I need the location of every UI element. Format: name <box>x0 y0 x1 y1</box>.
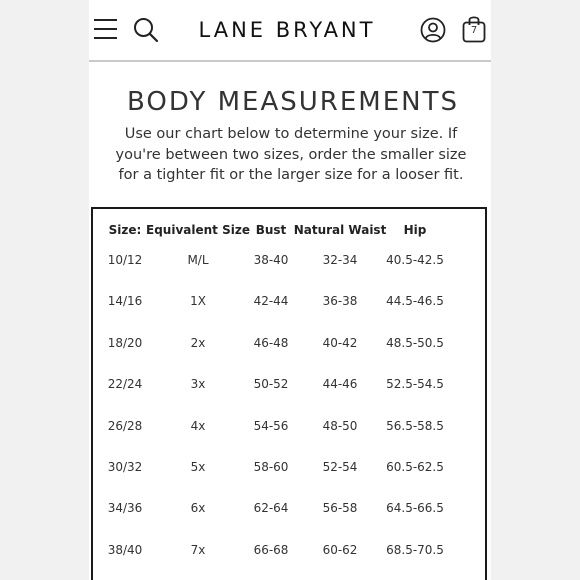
table-cell-natural-waist: 44-46 <box>322 377 358 392</box>
table-cell-natural-waist: 48-50 <box>322 418 358 433</box>
intro-text: Use our chart below to determine your size. If you're between two sizes, order the smaller size for a tighter fit or the larger size for a looser fit. <box>115 126 467 184</box>
account-icon[interactable] <box>420 17 446 43</box>
logo[interactable]: LANE BRYANT <box>198 18 376 42</box>
table-cell-natural-waist: 32-34 <box>322 253 358 267</box>
page <box>89 0 491 580</box>
table-cell-size: 14/16 <box>107 294 143 309</box>
table-cell-size: 38/40 <box>107 542 143 557</box>
table-cell-bust: 38-40 <box>253 253 289 267</box>
table-cell-size: 34/36 <box>107 501 143 516</box>
table-cell-hip: 64.5-66.5 <box>386 501 444 516</box>
size-chart-table <box>91 207 487 580</box>
header-divider <box>89 60 491 62</box>
table-cell-bust: 58-60 <box>253 460 289 474</box>
table-cell-natural-waist: 56-58 <box>322 501 358 516</box>
table-cell-equivalent-size: 1X <box>190 294 206 309</box>
table-cell-equivalent-size: 3x <box>190 377 206 392</box>
column-header-bust: Bust <box>255 223 287 237</box>
table-cell-bust: 66-68 <box>253 542 289 557</box>
bag-count-badge: 7 <box>470 25 478 36</box>
table-cell-size: 22/24 <box>107 377 143 392</box>
table-cell-equivalent-size: M/L <box>187 253 209 267</box>
search-icon[interactable] <box>133 17 159 43</box>
table-cell-size: 26/28 <box>107 418 143 433</box>
table-cell-hip: 40.5-42.5 <box>386 253 444 267</box>
table-cell-size: 10/12 <box>107 253 143 267</box>
table-cell-bust: 42-44 <box>253 294 289 309</box>
table-cell-equivalent-size: 7x <box>190 542 206 557</box>
column-header-natural-waist: Natural Waist <box>293 223 387 237</box>
table-cell-equivalent-size: 6x <box>190 501 206 516</box>
table-cell-size: 30/32 <box>107 460 143 474</box>
column-header-size: Size: <box>108 223 142 237</box>
column-header-hip: Hip <box>403 223 427 237</box>
table-cell-natural-waist: 40-42 <box>322 335 358 350</box>
column-header-equivalent-size: Equivalent Size <box>146 223 250 237</box>
table-cell-natural-waist: 52-54 <box>322 460 358 474</box>
table-cell-hip: 68.5-70.5 <box>386 542 444 557</box>
table-cell-hip: 56.5-58.5 <box>386 418 444 433</box>
table-cell-size: 18/20 <box>107 335 143 350</box>
table-cell-equivalent-size: 2x <box>190 335 206 350</box>
table-cell-hip: 60.5-62.5 <box>386 460 444 474</box>
menu-icon[interactable] <box>94 18 118 40</box>
table-cell-hip: 44.5-46.5 <box>386 294 444 309</box>
table-cell-natural-waist: 60-62 <box>322 542 358 557</box>
table-cell-bust: 50-52 <box>253 377 289 392</box>
table-cell-bust: 46-48 <box>253 335 289 350</box>
table-cell-equivalent-size: 4x <box>190 418 206 433</box>
table-cell-bust: 62-64 <box>253 501 289 516</box>
site-header <box>89 0 491 60</box>
table-cell-natural-waist: 36-38 <box>322 294 358 309</box>
table-cell-equivalent-size: 5x <box>190 460 206 474</box>
table-cell-hip: 52.5-54.5 <box>386 377 444 392</box>
page-title: BODY MEASUREMENTS <box>127 87 459 117</box>
table-cell-bust: 54-56 <box>253 418 289 433</box>
table-cell-hip: 48.5-50.5 <box>386 335 444 350</box>
